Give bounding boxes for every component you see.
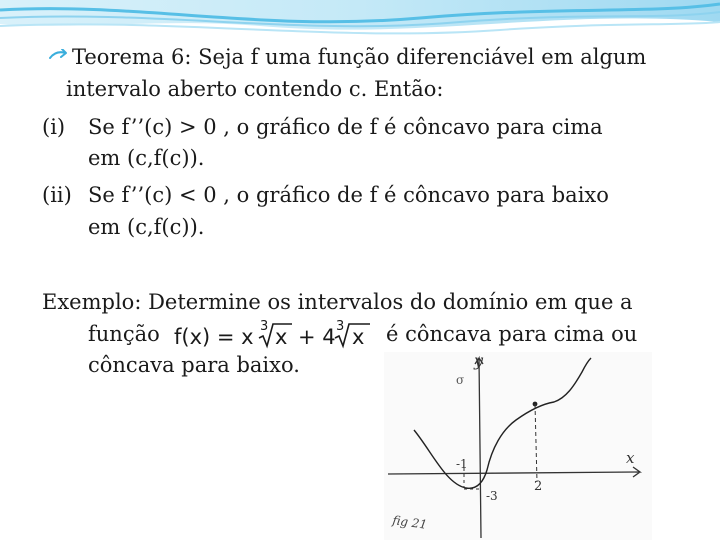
theorem-line-2: intervalo aberto contendo c. Então: — [66, 77, 444, 101]
item-2-line-1: Se f’’(c) < 0 , o gráfico de f é côncavo para baixo — [88, 183, 609, 207]
theorem-line-1: Teorema 6: Seja f uma função diferenciável em algum — [72, 45, 647, 69]
item-2-marker: (ii) — [42, 183, 72, 207]
item-2-line-2: em (c,f(c)). — [88, 215, 205, 239]
example-line-2-start: função — [88, 322, 160, 346]
formula-root-index-1: 3 — [260, 319, 269, 334]
example-line-2-end: é côncava para cima ou — [386, 322, 638, 346]
hand-drawn-graph — [384, 352, 652, 540]
tick-label-neg1: -1 — [456, 457, 468, 471]
formula-plus: + 4 — [298, 325, 336, 349]
formula-root-index-2: 3 — [336, 319, 345, 334]
item-1-line-2: em (c,f(c)). — [88, 146, 205, 170]
formula-lhs: f(x) = x — [174, 325, 254, 349]
figure-caption: fig 21 — [391, 513, 428, 532]
figure-background — [384, 352, 652, 540]
formula — [174, 318, 379, 352]
item-1-marker: (i) — [42, 115, 66, 139]
formula-radicand-1: x — [275, 325, 288, 349]
formula-radicand-2: x — [352, 325, 365, 349]
item-1-line-1: Se f’’(c) > 0 , o gráfico de f é côncavo para cima — [88, 115, 603, 139]
tick-label-2: 2 — [534, 479, 543, 494]
tick-label-neg3: -3 — [486, 489, 498, 503]
y-axis-label: y — [474, 352, 484, 370]
example-line-1: Exemplo: Determine os intervalos do domínio em que a — [42, 290, 633, 314]
example-line-3: côncava para baixo. — [88, 353, 300, 377]
y-axis-mark: σ — [456, 373, 465, 387]
x-axis-label: x — [626, 449, 635, 467]
